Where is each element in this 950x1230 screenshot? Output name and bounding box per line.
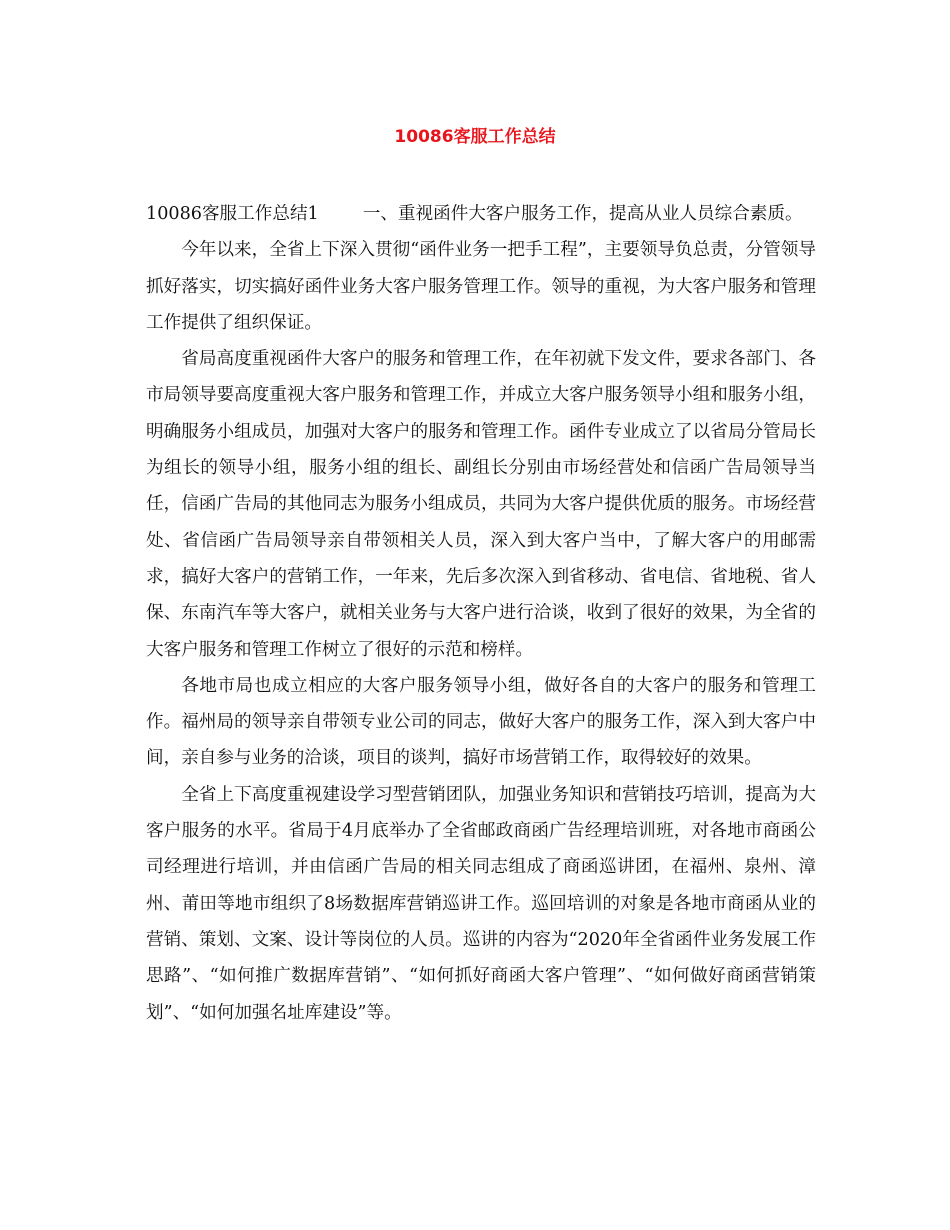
document-title: 10086客服工作总结: [394, 127, 556, 147]
paragraph-3: 各地市局也成立相应的大客户服务领导小组，做好各自的大客户的服务和管理工作。福州局的领导亲自带领专业公司的同志，做好大客户的服务工作，深入到大客户中间，亲自参与业务的洽谈，项目的谈判，搞好市场营销工作，取得较好的效果。: [146, 675, 816, 769]
intro-label: 10086客服工作总结1: [146, 204, 319, 224]
paragraph-2: 省局高度重视函件大客户的服务和管理工作，在年初就下发文件，要求各部门、各市局领导要高度重视大客户服务和管理工作，并成立大客户服务领导小组和服务小组，明确服务小组成员，加强对大客户的服务和管理工作。函件专业成立了以省局分管局长为组长的领导小组，服务小组的组长、副组长分别由市场经营处和信函广告局领导当任，信函广告局的其他同志为服务小组成员，共同为大客户提供优质的服务。市场经营处、省信函广告局领导亲自带领相关人员，深入到大客户当中，了解大客户的用邮需求，搞好大客户的营销工作，一年来，先后多次深入到省移动、省电信、省地税、省人保、东南汽车等大客户，就相关业务与大客户进行洽谈，收到了很好的效果，为全省的大客户服务和管理工作树立了很好的示范和榜样。: [146, 349, 816, 660]
paragraph-4: 全省上下高度重视建设学习型营销团队，加强业务知识和营销技巧培训，提高为大客户服务的水平。省局于4月底举办了全省邮政商函广告经理培训班，对各地市商函公司经理进行培训，并由信函广告局的相关同志组成了商函巡讲团，在福州、泉州、漳州、莆田等地市组织了8场数据库营销巡讲工作。巡回培训的对象是各地市商函从业的营销、策划、文案、设计等岗位的人员。巡讲的内容为“2020年全省函件业务发展工作思路”、“如何推广数据库营销”、“如何抓好商函大客户管理”、“如何做好商函营销策划”、“如何加强名址库建设”等。: [146, 784, 816, 1023]
document-body: [146, 196, 816, 1031]
intro-heading: 一、重视函件大客户服务工作，提高从业人员综合素质。: [362, 204, 803, 224]
intro-line: [146, 196, 816, 232]
paragraph-1: 今年以来，全省上下深入贯彻“函件业务一把手工程”，主要领导负总责，分管领导抓好落实，切实搞好函件业务大客户服务管理工作。领导的重视，为大客户服务和管理工作提供了组织保证。: [146, 240, 816, 333]
